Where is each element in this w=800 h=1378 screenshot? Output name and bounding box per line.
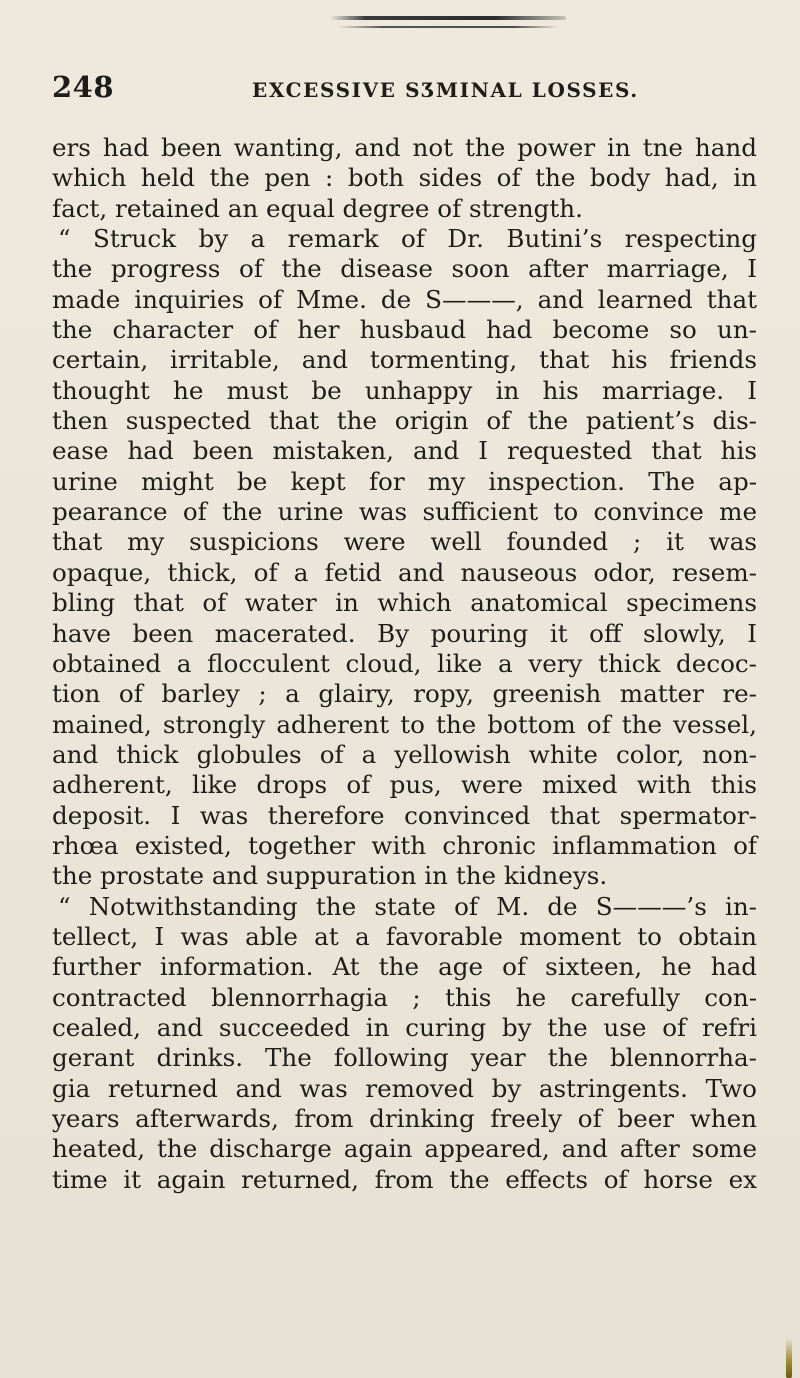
text-line: gerant drinks. The following year the blennorrha-	[52, 1043, 757, 1073]
text-line: urine might be kept for my inspection. The ap-	[52, 466, 757, 496]
text-line: cealed, and succeeded in curing by the use of refri	[52, 1012, 757, 1042]
text-line: tellect, I was able at a favorable moment to obtain	[52, 921, 757, 951]
text-line: further information. At the age of sixteen, he had	[52, 952, 757, 982]
text-line: mained, strongly adherent to the bottom of the vessel,	[52, 709, 757, 739]
body-text	[52, 133, 757, 1195]
text-line: fact, retained an equal degree of strength.	[52, 193, 583, 223]
text-line: opaque, thick, of a fetid and nauseous odor, resem-	[52, 557, 757, 587]
text-line: the progress of the disease soon after marriage, I	[52, 254, 757, 284]
page-header	[0, 70, 800, 114]
text-line: have been macerated. By pouring it off slowly, I	[52, 618, 757, 648]
text-line: tion of barley ; a glairy, ropy, greenish matter re-	[52, 679, 757, 709]
page-number: 248	[52, 70, 115, 104]
text-line: “ Struck by a remark of Dr. Butini’s respecting	[58, 224, 757, 254]
text-line: thought he must be unhappy in his marriage. I	[52, 375, 757, 405]
page-edge-mark	[786, 1338, 792, 1378]
text-line: ers had been wanting, and not the power in tne hand	[52, 133, 757, 162]
text-line: obtained a flocculent cloud, like a very thick decoc-	[52, 648, 757, 678]
text-line: heated, the discharge again appeared, and after some	[52, 1134, 757, 1164]
text-line: years afterwards, from drinking freely of beer when	[52, 1104, 757, 1133]
text-line: that my suspicions were well founded ; it was	[52, 527, 757, 557]
text-line: adherent, like drops of pus, were mixed with this	[52, 770, 757, 800]
text-line: bling that of water in which anatomical specimens	[52, 588, 757, 618]
text-line: gia returned and was removed by astringents. Two	[52, 1073, 757, 1103]
text-line: then suspected that the origin of the patient’s dis-	[52, 406, 757, 436]
text-line: the character of her husbaud had become so un-	[52, 315, 757, 345]
text-line: the prostate and suppuration in the kidneys.	[52, 861, 608, 891]
text-line: certain, irritable, and tormenting, that his friends	[52, 345, 757, 375]
running-head: EXCESSIVE SƷMINAL LOSSES.	[252, 78, 639, 102]
text-line: “ Notwithstanding the state of M. de S———’s in-	[58, 891, 757, 921]
text-line: and thick globules of a yellowish white color, non-	[52, 739, 757, 769]
top-decorative-rule	[330, 16, 566, 20]
text-line: which held the pen : both sides of the body had, in	[52, 163, 757, 193]
text-line: rhœa existed, together with chronic inflammation of	[52, 830, 757, 860]
text-line: pearance of the urine was sufficient to convince me	[52, 497, 757, 527]
text-line: deposit. I was therefore convinced that spermator-	[52, 800, 757, 830]
text-line: contracted blennorrhagia ; this he carefully con-	[52, 982, 757, 1012]
text-line: made inquiries of Mme. de S———, and learned that	[52, 284, 757, 314]
text-line: time it again returned, from the effects of horse ex	[52, 1164, 757, 1194]
top-decorative-rule-secondary	[338, 26, 558, 28]
text-line: ease had been mistaken, and I requested that his	[52, 436, 757, 466]
